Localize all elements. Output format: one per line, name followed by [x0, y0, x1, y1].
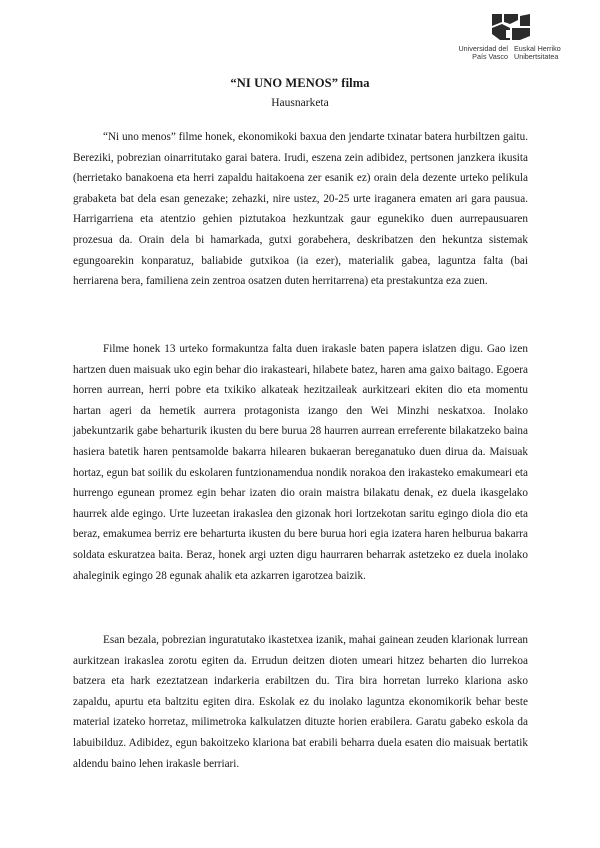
university-name-es: Universidad del País Vasco	[458, 44, 508, 61]
document-title: “NI UNO MENOS” filma	[230, 76, 370, 90]
university-logo	[446, 12, 576, 64]
paragraph: Filme honek 13 urteko formakuntza falta duen irakasle baten papera islatzen digu. Gao izen hartzen duen maisuak uko egin behar dio irakasteari, hilabete batez, haren ama gaixo baitago. Egoera horren aurrean, herri pobre eta txikiko alkateak hezitzaileak aurkitzeari ekiten dio eta momentu hartan ageri da hemetik aurrera protagonista izango den Wei Minzhi neskatxoa. Inolako jabekuntzarik gabe beharturik ikusten du bere burua 28 haurren aurrean erreferente bilakatzeko baina hasiera batetik haren pentsamolde bakarra hilearen bukaeran bereganatuko duen dirua da. Maisuak hortaz, egun bat soilik du eskolaren funtzionamendua nondik norakoa den irakasteko emakumeari eta hurrengo egunean promez egin behar izaten dio orain maistra bilakatu denak, ez duela ikasgelako haurrek alde egingo. Urte luzeetan irakaslea den gizonak hori lortzekotan saritu egingo diola dio eta beraz, emakumea berriz ere beharturta ikusten du bere burua hori egia izatera haren helburua bakarra soldata eskuratzea baita. Beraz, honek argi uzten digu haurraren beharrak astetzeko ez duela inolako ahaleginik egingo 28 egunak ahalik eta azkarren igarotzea baizik.	[73, 343, 528, 582]
university-name-eu: Euskal Herriko Unibertsitatea	[514, 44, 561, 61]
university-emblem-icon	[488, 12, 534, 42]
paragraph: Esan bezala, pobrezian inguratutako ikastetxea izanik, mahai gainean zeuden klarionak lurrean aurkitzean irakaslea zorotu egiten da. Errudun deitzen dioten umeari hitzez beharten dio lurrekoa batzera eta hark ezeztatzean indarkeria erabiltzen du. Tira bira horretan lurreko klariona asko zapaldu, apurtu eta baltzitu egiten dira. Eskolak ez du inolako laguntza ekonomikorik behar beste material izateko horretaz, milimetroka kalkulatzen dituzte horien erabilera. Garatu gabeko eskola da labuibilduz. Adibidez, egun bakoitzeko klariona bat erabili beharra duela esaten dio maisuak bertatik aldendu baino lehen irakasle berriari.	[73, 634, 528, 770]
document-subtitle: Hausnarketa	[271, 97, 329, 109]
paragraph: “Ni uno menos” filme honek, ekonomikoki baxua den jendarte txinatar batera hurbiltzen gaitu. Bereziki, pobrezian oinarritutako garai batera. Irudi, eszena zein adibidez, pertsonen janzkera ikusita (herrietako banakoena eta herri zapaldu haitakoena zer esanik ez) orain dela dezente urteko pelikula grabaketa bat dela esan genezake; zehazki, nire ustez, 20-25 urte iraganera ematen ari gara pausua. Harrigarriena eta atentzio gehien piztutakoa hezkuntzak gaur egunekiko duen aurrepausuaren prozesua da. Orain dela bi hamarkada, gutxi gorabehera, deskribatzen den hekuntza sistemak egungoarekin konparatuz, baliabide gutxikoa (ia ezer), materialik gabea, laguntza falta (bai herriarena bera, familiena zein zentroa osatzen duten herritarrena) eta prestakuntza eza zuen.	[73, 131, 528, 288]
